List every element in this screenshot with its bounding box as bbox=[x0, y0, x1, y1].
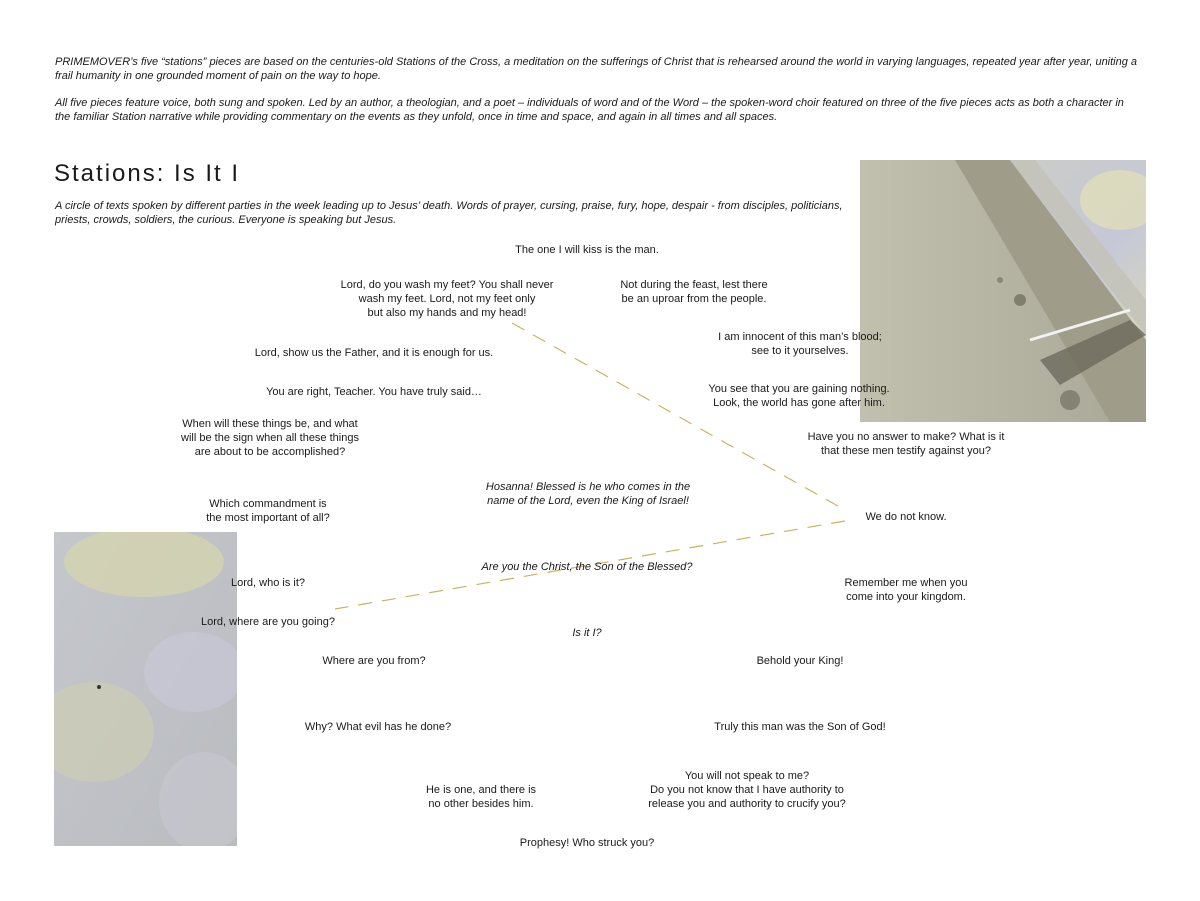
quote-hosanna: Hosanna! Blessed is he who comes in the name of the Lord, even the King of Israel! bbox=[485, 481, 691, 507]
section-subtitle: A circle of texts spoken by different parties in the week leading up to Jesus’ death. Words of prayer, cursing, praise, fury, hope, despair - from disciples, politicians, priests, crowds, soldiers, the curious. Everyone is speaking but Jesus. bbox=[55, 200, 843, 226]
quote-show-father: Lord, show us the Father, and it is enough for us. bbox=[254, 347, 494, 359]
quote-behold-king: Behold your King! bbox=[756, 655, 844, 667]
quote-innocent: I am innocent of this man’s blood; see to it yourselves. bbox=[718, 331, 882, 357]
quote-who-is-it: Lord, who is it? bbox=[231, 577, 305, 589]
quote-where-going: Lord, where are you going? bbox=[201, 616, 335, 628]
quote-he-is-one: He is one, and there is no other besides him. bbox=[425, 784, 537, 810]
quote-feast: Not during the feast, lest there be an uproar from the people. bbox=[620, 279, 768, 305]
quote-son-of-god: Truly this man was the Son of God! bbox=[714, 721, 886, 733]
quote-these-things: When will these things be, and what will be the sign when all these things are about to be accomplished? bbox=[181, 418, 359, 458]
intro-paragraph-2: All five pieces feature voice, both sung and spoken. Led by an author, a theologian, and a poet – individuals of word and of the Word – the spoken-word choir featured on three of the five pieces acts as both a character in the familiar Station narrative while providing commentary on the events as they unfold, once in time and space, and again in all times and all spaces. bbox=[55, 97, 1124, 123]
quote-prophesy: Prophesy! Who struck you? bbox=[519, 837, 655, 849]
quote-authority: You will not speak to me? Do you not know that I have authority to release you and authority to crucify you? bbox=[648, 770, 846, 810]
section-title: Stations: Is It I bbox=[54, 160, 241, 187]
quote-remember-me: Remember me when you come into your kingdom. bbox=[844, 577, 968, 603]
intro-paragraph-1: PRIMEMOVER’s five “stations” pieces are based on the centuries-old Stations of the Cross, a meditation on the sufferings of Christ that is rehearsed around the world in varying languages, repeated year after year, uniting a frail humanity in one grounded moment of pain on the way to hope. bbox=[55, 56, 1138, 82]
quote-where-from: Where are you from? bbox=[322, 655, 426, 667]
quote-what-evil: Why? What evil has he done? bbox=[304, 721, 452, 733]
quote-wash-feet: Lord, do you wash my feet? You shall never wash my feet. Lord, not my feet only but also my hands and my head! bbox=[340, 279, 554, 319]
quote-commandment: Which commandment is the most important of all? bbox=[206, 498, 330, 524]
quote-right-teacher: You are right, Teacher. You have truly said… bbox=[266, 386, 482, 398]
quote-gaining-nothing: You see that you are gaining nothing. Look, the world has gone after him. bbox=[708, 383, 890, 409]
quote-kiss: The one I will kiss is the man. bbox=[515, 244, 659, 256]
quote-no-answer: Have you no answer to make? What is it that these men testify against you? bbox=[807, 431, 1005, 457]
quote-are-you-christ: Are you the Christ, the Son of the Blessed? bbox=[481, 561, 693, 573]
quote-is-it-i: Is it I? bbox=[572, 627, 602, 639]
quote-do-not-know: We do not know. bbox=[865, 511, 947, 523]
